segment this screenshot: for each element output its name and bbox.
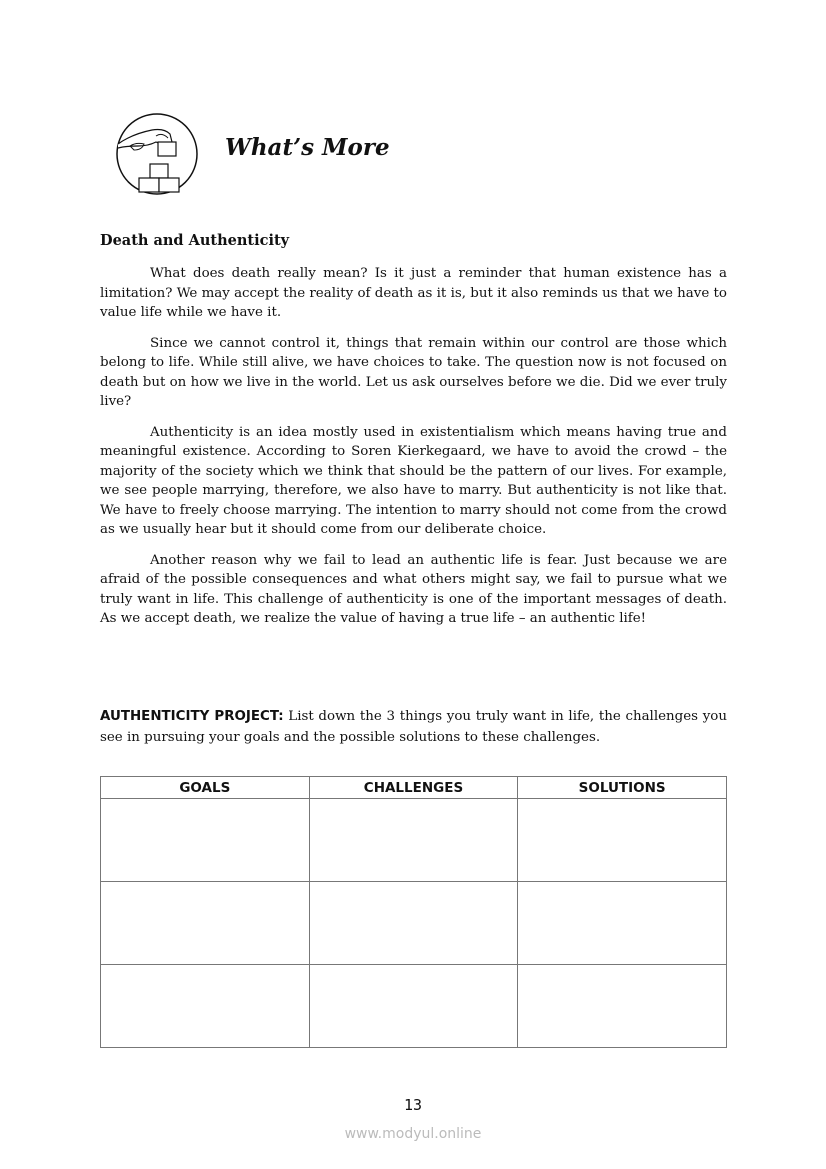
paragraph: What does death really mean? Is it just a reminder that human existence has a limitation? We may accept the reality of death as it is, but it also reminds us that we have to value life while we have it. [100, 266, 727, 320]
solution-cell[interactable] [518, 799, 727, 882]
paragraph: Another reason why we fail to lead an authentic life is fear. Just because we are afraid of the possible consequences and what others might say, we fail to pursue what we truly want in life. This challenge of authenticity is one of the important messages of death. As we accept death, we realize the value of having a true life – an authentic life! [100, 552, 727, 626]
body-text [100, 264, 727, 640]
project-instructions [100, 707, 727, 748]
section-title: What’s More [225, 134, 390, 161]
project-label: AUTHENTICITY PROJECT: [100, 709, 284, 724]
challenge-cell[interactable] [309, 882, 518, 965]
table-row [101, 799, 727, 882]
hand-stacking-blocks-icon [112, 112, 202, 196]
column-header-solutions: SOLUTIONS [518, 777, 727, 799]
authenticity-table [100, 776, 727, 1048]
challenge-cell[interactable] [309, 799, 518, 882]
project-text: List down the 3 things you truly want in life, the challenges you see in pursuing your goals and the possible solutions to these challenges. [100, 709, 727, 745]
paragraph: Authenticity is an idea mostly used in existentialism which means having true and meaningful existence. According to Soren Kierkegaard, we have to avoid the crowd – the majority of the society which we think that should be the pattern of our lives. For example, we see people marrying, therefore, we also have to marry. But authenticity is not like that. We have to freely choose marrying. The intention to marry should not come from the crowd as we usually hear but it should come from our deliberate choice. [100, 424, 727, 537]
challenge-cell[interactable] [309, 965, 518, 1048]
column-header-challenges: CHALLENGES [309, 777, 518, 799]
solution-cell[interactable] [518, 965, 727, 1048]
table-header-row [101, 777, 727, 799]
column-header-goals: GOALS [101, 777, 310, 799]
goal-cell[interactable] [101, 799, 310, 882]
solution-cell[interactable] [518, 882, 727, 965]
goal-cell[interactable] [101, 965, 310, 1048]
page-number: 13 [403, 1096, 423, 1114]
paragraph: Since we cannot control it, things that remain within our control are those which belong to life. While still alive, we have choices to take. The question now is not focused on death but on how we live in the world. Let us ask ourselves before we die. Did we ever truly live? [100, 335, 727, 409]
goal-cell[interactable] [101, 882, 310, 965]
subsection-heading: Death and Authenticity [100, 232, 290, 249]
table-row [101, 882, 727, 965]
watermark: www.modyul.online [344, 1126, 482, 1142]
table-row [101, 965, 727, 1048]
